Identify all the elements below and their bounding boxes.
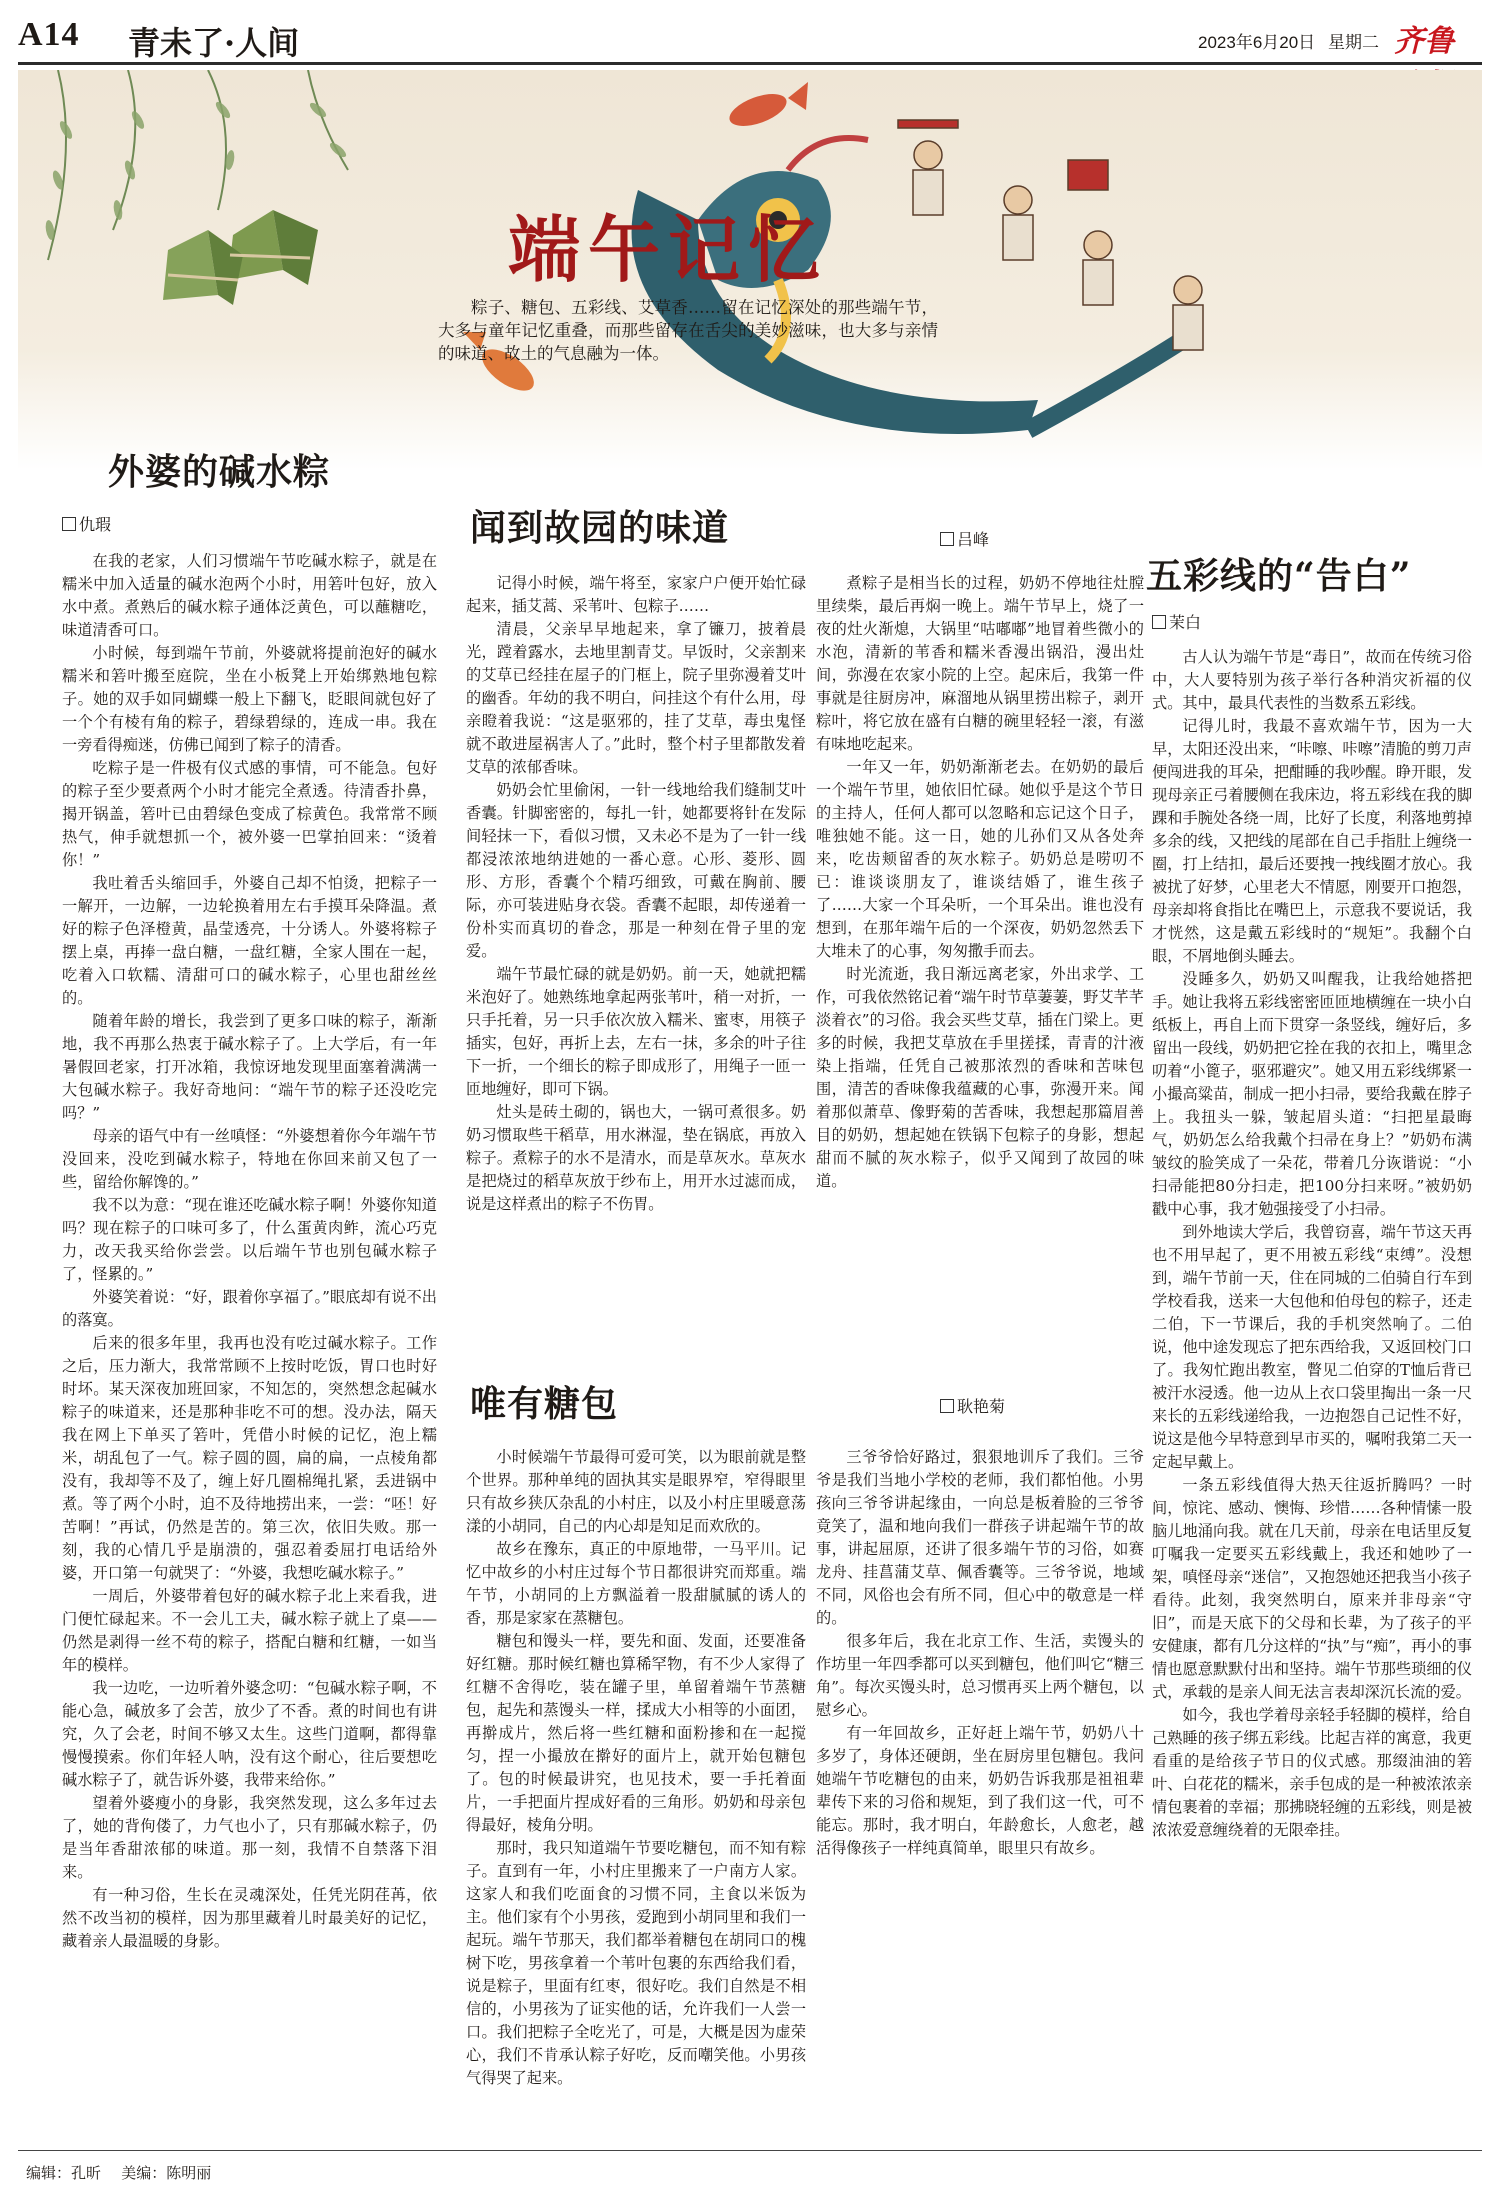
article-1-title: 外婆的碱水粽 (108, 451, 331, 493)
article-1-paragraph: 在我的老家，人们习惯端午节吃碱水粽子，就是在糯米中加入适量的碱水泡两个小时，用箬叶包好，放入水中煮。煮熟后的碱水粽子通体泛黄色，可以蘸糖吃，味道清香可口。 (62, 552, 437, 639)
feature-intro: 粽子、糖包、五彩线、艾草香……留在记忆深处的那些端午节，大多与童年记忆重叠，而那些留存在舌尖的美妙滋味，也大多与亲情的味道、故土的气息融为一体。 (438, 298, 938, 363)
article-1-paragraph: 有一种习俗，生长在灵魂深处，任凭光阴荏苒，依然不改当初的模样，因为那里藏着儿时最美好的记忆，藏着亲人最温暖的身影。 (62, 1886, 437, 1950)
masthead-logo: 齐鲁 (1394, 24, 1454, 59)
article-1-body (62, 550, 437, 1953)
article-2-body-right (806, 572, 1144, 1193)
editor-credit: 编辑：孔昕 (26, 2165, 102, 2182)
article-3-byline: 耿艳菊 (940, 1394, 1005, 1417)
article-1-paragraph: 吃粽子是一件极有仪式感的事情，可不能急。包好的粽子至少要煮两个小时才能完全煮透。待清香扑鼻，揭开锅盖，箬叶已由碧绿色变成了棕黄色。我常常不顾热气，伸手就想抓一个，被外婆一巴掌拍回来：“烫着你！” (62, 759, 437, 869)
zongzi-icon (163, 210, 318, 305)
article-1-paragraph: 后来的很多年里，我再也没有吃过碱水粽子。工作之后，压力渐大，我常常顾不上按时吃饭，胃口也时好时坏。某天深夜加班回家，不知怎的，突然想念起碱水粽子的味道来，还是那种非吃不可的想。没办法，隔天我在网上下单买了箬叶，凭借小时候的记忆，泡上糯米，胡乱包了一气。粽子圆的圆，扁的扁，一点棱角都没有，我却等不及了，缠上好几圈棉绳扎紧，丢进锅中煮。等了两个小时，迫不及待地捞出来，一尝：“呸！好苦啊！”再试，仍然是苦的。第三次，依旧失败。那一刻，我的心情几乎是崩溃的，强忍着委屈打电话给外婆，开口第一句就哭了：“外婆，我想吃碱水粽子。” (62, 1334, 437, 1582)
article-2-paragraph: 端午节最忙碌的就是奶奶。前一天，她就把糯米泡好了。她熟练地拿起两张苇叶，稍一对折，一只手托着，另一只手依次放入糯米、蜜枣，用筷子插实，包好，再折上去，左右一抹，多余的叶子往下一折，一个细长的粽子即成形了，用绳子一匝一匝地缠好，即可下锅。 (466, 965, 806, 1098)
article-1-paragraph: 我一边吃，一边听着外婆念叨：“包碱水粽子啊，不能心急，碱放多了会苦，放少了不香。煮的时间也有讲究，久了会老，时间不够又太生。这些门道啊，都得靠慢慢摸索。你们年轻人呐，没有这个耐心，往后要想吃碱水粽子了，就告诉外婆，我带来给你。” (62, 1679, 437, 1789)
article-3-paragraph: 故乡在豫东，真正的中原地带，一马平川。记忆中故乡的小村庄过每个节日都很讲究而郑重。端午节，小胡同的上方飘溢着一股甜腻腻的诱人的香，那是家家在蒸糖包。 (466, 1540, 806, 1627)
section-name: 青未了·人间 (128, 24, 300, 62)
article-1-paragraph: 外婆笑着说：“好，跟着你享福了。”眼底却有说不出的落寞。 (62, 1288, 437, 1329)
designer-credit: 美编：陈明丽 (121, 2165, 212, 2182)
article-2-paragraph: 时光流逝，我日渐远离老家，外出求学、工作，可我依然铭记着“端午时节草萋萋，野艾芊芊淡着衣”的习俗。我会买些艾草，插在门梁上。更多的时候，我把艾草放在手里搓揉，青青的汁液染上指端，任凭自己被那浓烈的香味和苦味包围，清苦的香味像我蕴藏的心事，弥漫开来。闻着那似萧草、像野菊的苦香味，我想起那篇眉善目的奶奶，想起她在铁锅下包粽子的身影，想起甜而不腻的灰水粽子，似乎又闻到了故园的味道。 (816, 965, 1144, 1190)
page-footer (26, 2162, 227, 2183)
article-3-paragraph: 那时，我只知道端午节要吃糖包，而不知有粽子。直到有一年，小村庄里搬来了一户南方人家。这家人和我们吃面食的习惯不同，主食以米饭为主。他们家有个小男孩，爱跑到小胡同里和我们一起玩。端午节那天，我们都举着糖包在胡同口的槐树下吃，男孩拿着一个苇叶包裹的东西给我们看，说是粽子，里面有红枣，很好吃。我们自然是不相信的，小男孩为了证实他的话，允许我们一人尝一口。我们把粽子全吃光了，可是，大概是因为虚荣心，我们不肯承认粽子好吃，反而嘲笑他。小男孩气得哭了起来。 (466, 1839, 806, 2087)
publication-date: 2023年6月20日 (1198, 33, 1316, 52)
article-3-paragraph: 很多年后，我在北京工作、生活，卖馒头的作坊里一年四季都可以买到糖包，他们叫它“糖三角”。每次买馒头时，总习惯再买上两个糖包，以慰乡心。 (816, 1632, 1144, 1719)
article-2-paragraph: 奶奶会忙里偷闲，一针一线地给我们缝制艾叶香囊。针脚密密的，每扎一针，她都要将针在发际间轻抹一下，看似习惯，又未必不是为了一针一线都浸浓浓地纳进她的一番心意。心形、菱形、圆形、方形，香囊个个精巧细致，可戴在胸前、腰际，亦可装进贴身衣袋。香囊不起眼，却传递着一份朴实而真切的眷念，那是一种刻在骨子里的宠爱。 (466, 781, 806, 960)
article-3-body-right (806, 1446, 1144, 1860)
article-3-paragraph: 有一年回故乡，正好赶上端午节，奶奶八十多岁了，身体还硬朗，坐在厨房里包糖包。我问她端午节吃糖包的由来，奶奶告诉我那是祖祖辈辈传下来的习俗和规矩，到了我们这一代，可不能忘。那时，我才明白，年龄愈长，人愈老，越活得像孩子一样纯真简单，眼里只有故乡。 (816, 1724, 1144, 1857)
article-4-byline: 茉白 (1152, 610, 1201, 633)
publication-weekday: 星期二 (1328, 33, 1379, 52)
article-1-paragraph: 母亲的语气中有一丝嗔怪：“外婆想着你今年端午节没回来，没吃到碱水粽子，特地在你回来前又包了一些，留给你解馋的。” (62, 1127, 437, 1191)
rower-figures-icon (898, 120, 1203, 350)
footer-divider (18, 2150, 1482, 2151)
page-number: A14 (18, 16, 80, 53)
header-divider (18, 62, 1482, 65)
article-4-paragraph: 如今，我也学着母亲轻手轻脚的模样，给自己熟睡的孩子绑五彩线。比起吉祥的寓意，我更看重的是给孩子节日的仪式感。那缀油油的箬叶、白花花的糯米，亲手包成的是一种被浓浓亲情包裹着的幸福；那拂晓轻缠的五彩线，则是被浓浓爱意缠绕着的无限牵挂。 (1152, 1706, 1472, 1839)
article-2-title: 闻到故园的味道 (470, 507, 730, 549)
article-4-body (1152, 646, 1472, 1842)
article-4-title: 五彩线的“告白” (1146, 555, 1412, 597)
article-2-body-left (466, 572, 806, 1216)
article-2-paragraph: 一年又一年，奶奶渐渐老去。在奶奶的最后一个端午节里，她依旧忙碌。她似乎是这个节日的主持人，任何人都可以忽略和忘记这个日子，唯独她不能。这一日，她的儿孙们又从各处奔来，吃齿颊留香的灰水粽子。奶奶总是唠叨不已：谁谈谈朋友了，谁谈结婚了，谁生孩子了……大家一个耳朵听，一个耳朵出。谁也没有想到，在那年端午后的一个深夜，奶奶忽然丢下大堆未了的心事，匆匆撒手而去。 (816, 758, 1144, 960)
article-2-paragraph: 灶头是砖土砌的，锅也大，一锅可煮很多。奶奶习惯取些干稻草，用水淋湿，垫在锅底，再放入粽子。煮粽子的水不是清水，而是草灰水。草灰水是把烧过的稻草灰放于纱布上，用开水过滤而成，说是这样煮出的粽子不伤胃。 (466, 1103, 806, 1213)
article-2-paragraph: 煮粽子是相当长的过程，奶奶不停地往灶膛里续柴，最后再焖一晚上。端午节早上，烧了一夜的灶火渐熄，大锅里“咕嘟嘟”地冒着些微小的水泡，清新的苇香和糯米香漫出锅沿，漫出灶间，弥漫在农家小院的上空。起床后，我第一件事就是往厨房冲，麻溜地从锅里捞出粽子，剥开粽叶，将它放在盛有白糖的碗里轻轻一滚，有滋有味地吃起来。 (816, 574, 1144, 753)
article-2-paragraph: 记得小时候，端午将至，家家户户便开始忙碌起来，插艾蒿、采苇叶、包粽子…… (466, 574, 806, 615)
article-1-paragraph: 随着年龄的增长，我尝到了更多口味的粽子，渐渐地，我不再那么热衷于碱水粽子了。上大学后，有一年暑假回老家，打开冰箱，我惊讶地发现里面塞着满满一大包碱水粽子。我好奇地问：“端午节的粽子还没吃完吗？” (62, 1012, 437, 1122)
article-2-paragraph: 清晨，父亲早早地起来，拿了镰刀，披着晨光，蹚着露水，去地里割青艾。早饭时，父亲割来的艾草已经挂在屋子的门框上，院子里弥漫着艾叶的幽香。年幼的我不明白，问挂这个有什么用，母亲瞪着我说：“这是驱邪的，挂了艾草，毒虫鬼怪就不敢进屋祸害人了。”此时，整个村子里都散发着艾草的浓郁香味。 (466, 620, 806, 776)
article-4-paragraph: 一条五彩线值得大热天往返折腾吗？一时间，惊诧、感动、懊悔、珍惜……各种情愫一股脑儿地涌向我。就在几天前，母亲在电话里反复叮嘱我一定要买五彩线戴上，我还和她吵了一架，嗔怪母亲“迷信”，又抱怨她还把我当小孩子看待。此刻，我突然明白，原来并非母亲“守旧”，而是天底下的父母和长辈，为了孩子的平安健康，都有几分这样的“执”与“痴”，再小的事情也愿意默默付出和坚持。端午节那些琐细的仪式，承载的是亲人间无法言表却深沉长流的爱。 (1152, 1476, 1472, 1701)
page-header (18, 14, 1482, 62)
article-4-paragraph: 没睡多久，奶奶又叫醒我，让我给她搭把手。她让我将五彩线密密匝匝地横缠在一块小白纸板上，再自上而下贯穿一条竖线，缠好后，多留出一段线，奶奶把它拴在我的衣扣上，嘴里念叨着“小篦子，驱邪避灾”。她又用五彩线绑紧一小撮高粱苗，制成一把小扫帚，要给我戴在脖子上。我扭头一躲，皱起眉头道：“扫把星最晦气，奶奶怎么给我戴个扫帚在身上？”奶奶布满皱纹的脸笑成了一朵花，带着几分诙谐说：“小扫帚能把80分扫走，把100分扫来呀。”被奶奶戳中心事，我才勉强接受了小扫帚。 (1152, 970, 1472, 1218)
feature-banner (18, 70, 1482, 470)
article-1-paragraph: 我不以为意：“现在谁还吃碱水粽子啊！外婆你知道吗？现在粽子的口味可多了，什么蛋黄肉鲊，流心巧克力，改天我买给你尝尝。以后端午节也别包碱水粽子了，怪累的。” (62, 1196, 437, 1283)
article-4-paragraph: 到外地读大学后，我曾窃喜，端午节这天再也不用早起了，更不用被五彩线“束缚”。没想到，端午节前一天，住在同城的二伯骑自行车到学校看我，送来一大包他和伯母包的粽子，还走二伯，下一节课后，我的手机突然响了。二伯说，他中途发现忘了把东西给我，又返回校门口了。我匆忙跑出教室，瞥见二伯穿的T恤后背已被汗水浸透。他一边从上衣口袋里掏出一条一尺来长的五彩线递给我，一边抱怨自己记性不好，说这是他今早特意到早市买的，嘱咐我第二天一定起早戴上。 (1152, 1223, 1472, 1471)
article-4-paragraph: 记得儿时，我最不喜欢端午节，因为一大早，太阳还没出来，“咔嚓、咔嚓”清脆的剪刀声便闯进我的耳朵，把酣睡的我吵醒。睁开眼，发现母亲正弓着腰侧在我床边，将五彩线在我的脚踝和手腕处各绕一周，比好了长度，利落地剪掉多余的线，又把线的尾部在自己手指肚上缠绕一圈，打上结扣，最后还要拽一拽线圈才放心。我被扰了好梦，心里老大不情愿，刚要开口抱怨，母亲却将食指比在嘴巴上，示意我不要说话，我才恍然，这是戴五彩线时的“规矩”。我翻个白眼，不屑地倒头睡去。 (1152, 717, 1472, 965)
article-3-paragraph: 三爷爷恰好路过，狠狠地训斥了我们。三爷爷是我们当地小学校的老师，我们都怕他。小男孩向三爷爷讲起缘由，一向总是板着脸的三爷爷竟笑了，温和地向我们一群孩子讲起端午节的故事，讲起屈原，还讲了很多端午节的习俗，如赛龙舟、挂菖蒲艾草、佩香囊等。三爷爷说，地域不同，风俗也会有所不同，但心中的敬意是一样的。 (816, 1448, 1144, 1627)
article-3-body-left (466, 1446, 806, 2090)
article-1-paragraph: 我吐着舌头缩回手，外婆自己却不怕烫，把粽子一一解开，一边解，一边轮换着用左右手摸耳朵降温。煮好的粽子色泽橙黄，晶莹透亮，十分诱人。外婆将粽子摆上桌，再捧一盘白糖，一盘红糖，全家人围在一起，吃着入口软糯、清甜可口的碱水粽子，心里也甜丝丝的。 (62, 874, 437, 1007)
article-3-paragraph: 小时候端午节最得可爱可笑，以为眼前就是整个世界。那种单纯的固执其实是眼界窄，窄得眼里只有故乡狭仄杂乱的小村庄，以及小村庄里暖意荡漾的小胡同，自己的内心却是知足而欢欣的。 (466, 1448, 806, 1535)
article-1-paragraph: 小时候，每到端午节前，外婆就将提前泡好的碱水糯米和箬叶搬至庭院，坐在小板凳上开始绑熟地包粽子。她的双手如同蝴蝶一般上下翻飞，眨眼间就包好了一个个有棱有角的粽子，碧绿碧绿的，连成一串。我在一旁看得痴迷，仿佛已闻到了粽子的清香。 (62, 644, 437, 754)
article-4-paragraph: 古人认为端午节是“毒日”，故而在传统习俗中，大人要特别为孩子举行各种消灾祈福的仪式。其中，最具代表性的当数系五彩线。 (1152, 648, 1472, 712)
article-3-title: 唯有糖包 (470, 1383, 619, 1425)
article-1-byline: 仇瑕 (62, 512, 111, 535)
article-1-paragraph: 一周后，外婆带着包好的碱水粽子北上来看我，进门便忙碌起来。不一会儿工夫，碱水粽子就上了桌——仍然是剥得一丝不苟的粽子，搭配白糖和红糖，一如当年的模样。 (62, 1587, 437, 1674)
feature-title: 端午记忆 (508, 207, 829, 292)
article-3-paragraph: 糖包和馒头一样，要先和面、发面，还要准备好红糖。那时候红糖也算稀罕物，有不少人家得了红糖不舍得吃，装在罐子里，单留着端午节蒸糖包，起先和蒸馒头一样，揉成大小相等的小面团，再擀成片，然后将一些红糖和面粉掺和在一起搅匀，捏一小撮放在擀好的面片上，就开始包糖包了。包的时候最讲究，也见技术，要一手托着面片，一手把面片捏成好看的三角形。奶奶和母亲包得最好，棱角分明。 (466, 1632, 806, 1834)
article-1-paragraph: 望着外婆瘦小的身影，我突然发现，这么多年过去了，她的背佝偻了，力气也小了，只有那碱水粽子，仍是当年香甜浓郁的味道。那一刻，我情不自禁落下泪来。 (62, 1794, 437, 1881)
article-2-byline: 吕峰 (940, 527, 989, 550)
